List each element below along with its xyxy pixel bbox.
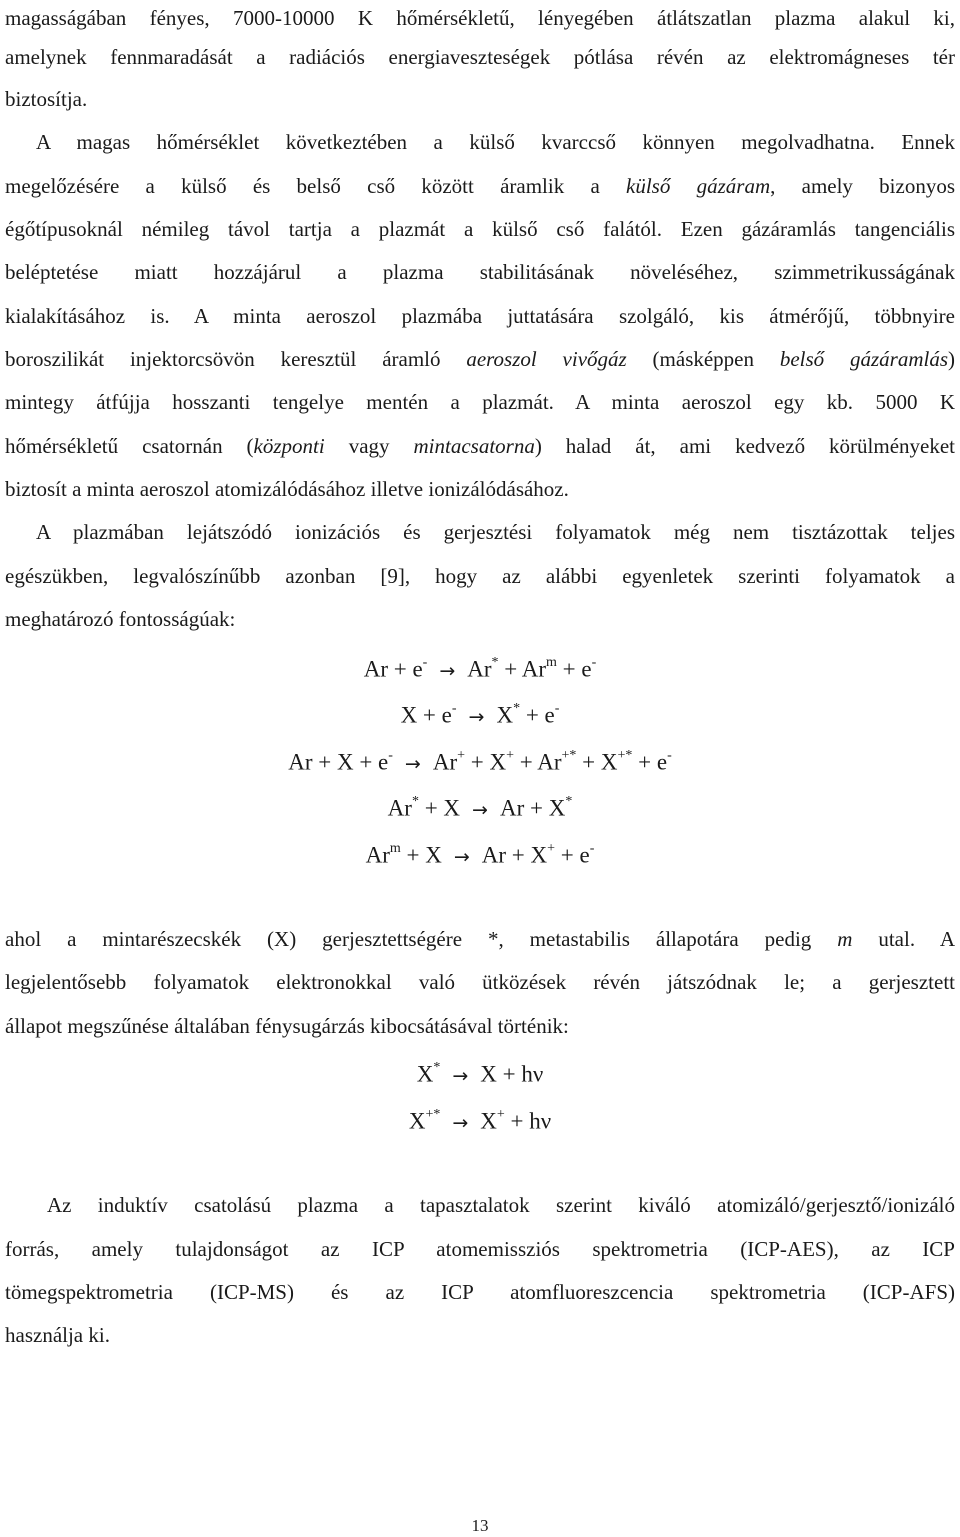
text-line: Az induktív csatolású plazma a tapasztalatok szerint kiváló atomizáló/gerjesztő/ionizáló — [47, 1193, 955, 1217]
text-line: hőmérsékletű csatornán (központi vagy mintacsatorna) halad át, ami kedvező körülményeket — [5, 434, 955, 458]
equation: X + e- → X* + e- — [400, 701, 560, 728]
equation: $Ar + e^- \to Ar^* + Ar^m + e^-$ — [363, 655, 597, 682]
text-line: A magas hőmérséklet következtében a külső kvarccső könnyen megolvadhatna. Ennek — [36, 130, 955, 154]
page-number: 13 — [471, 1516, 489, 1535]
text-line: amelynek fennmaradását a radiációs energiaveszteségek pótlása révén az elektromágneses tér — [5, 45, 955, 69]
text-line: egészükben, legvalószínűbb azonban [9], hogy az alábbi egyenletek szerinti folyamatok a — [5, 564, 955, 588]
text-line: beléptetése miatt hozzájárul a plazma stabilitásának növeléséhez, szimmetrikusságának — [5, 260, 955, 284]
equation: Ar + X + e- → Ar+ + X+ + Ar+* + X+* + e- — [288, 748, 672, 775]
equation: X* → X + hν — [416, 1060, 544, 1087]
text-line: kialakításához is. A minta aeroszol plazmába juttatására szolgáló, kis átmérőjű, többnyire — [5, 304, 955, 328]
text-line: legjelentősebb folyamatok elektronokkal való ütközések révén játszódnak le; a gerjesztett — [5, 970, 955, 994]
text-line: magasságában fényes, 7000-10000 K hőmérsékletű, lényegében átlátszatlan plazma alakul ki, — [5, 6, 955, 30]
text-line: mintegy átfújja hosszanti tengelye mentén a plazmát. A minta aeroszol egy kb. 5000 K — [5, 390, 955, 414]
text-line: égőtípusoknál némileg távol tartja a plazmát a külső cső falától. Ezen gázáramlás tangenciális — [5, 217, 955, 241]
text-line: biztosít a minta aeroszol atomizálódásához illetve ionizálódásához. — [5, 477, 569, 501]
text-line: meghatározó fontosságúak: — [5, 607, 236, 631]
text-line: biztosítja. — [5, 87, 88, 111]
text-line: állapot megszűnése általában fénysugárzás kibocsátásával történik: — [5, 1014, 569, 1038]
equation: $Ar^m + X \to Ar + X^+ + e^-$ — [365, 841, 595, 868]
text-line: megelőzésére a külső és belső cső között áramlik a külső gázáram, amely bizonyos — [5, 174, 955, 198]
text-line: A plazmában lejátszódó ionizációs és gerjesztési folyamatok még nem tisztázottak teljes — [36, 520, 955, 544]
text-line: használja ki. — [5, 1323, 110, 1347]
text-line: tömegspektrometria (ICP-MS) és az ICP atomfluoreszcencia spektrometria (ICP-AFS) — [5, 1280, 955, 1304]
text-line: ahol a mintarészecskék (X) gerjesztettségére *, metastabilis állapotára pedig m utal. A — [5, 927, 956, 951]
text-line: forrás, amely tulajdonságot az ICP atomemissziós spektrometria (ICP-AES), az ICP — [5, 1237, 955, 1261]
equation: Ar* + X → Ar + X* — [387, 794, 573, 821]
text-line: boroszilikát injektorcsövön keresztül áramló aeroszol vivőgáz (másképpen belső gázáramlás) — [5, 347, 955, 371]
equation: X+* → X+ + hν — [408, 1107, 552, 1134]
